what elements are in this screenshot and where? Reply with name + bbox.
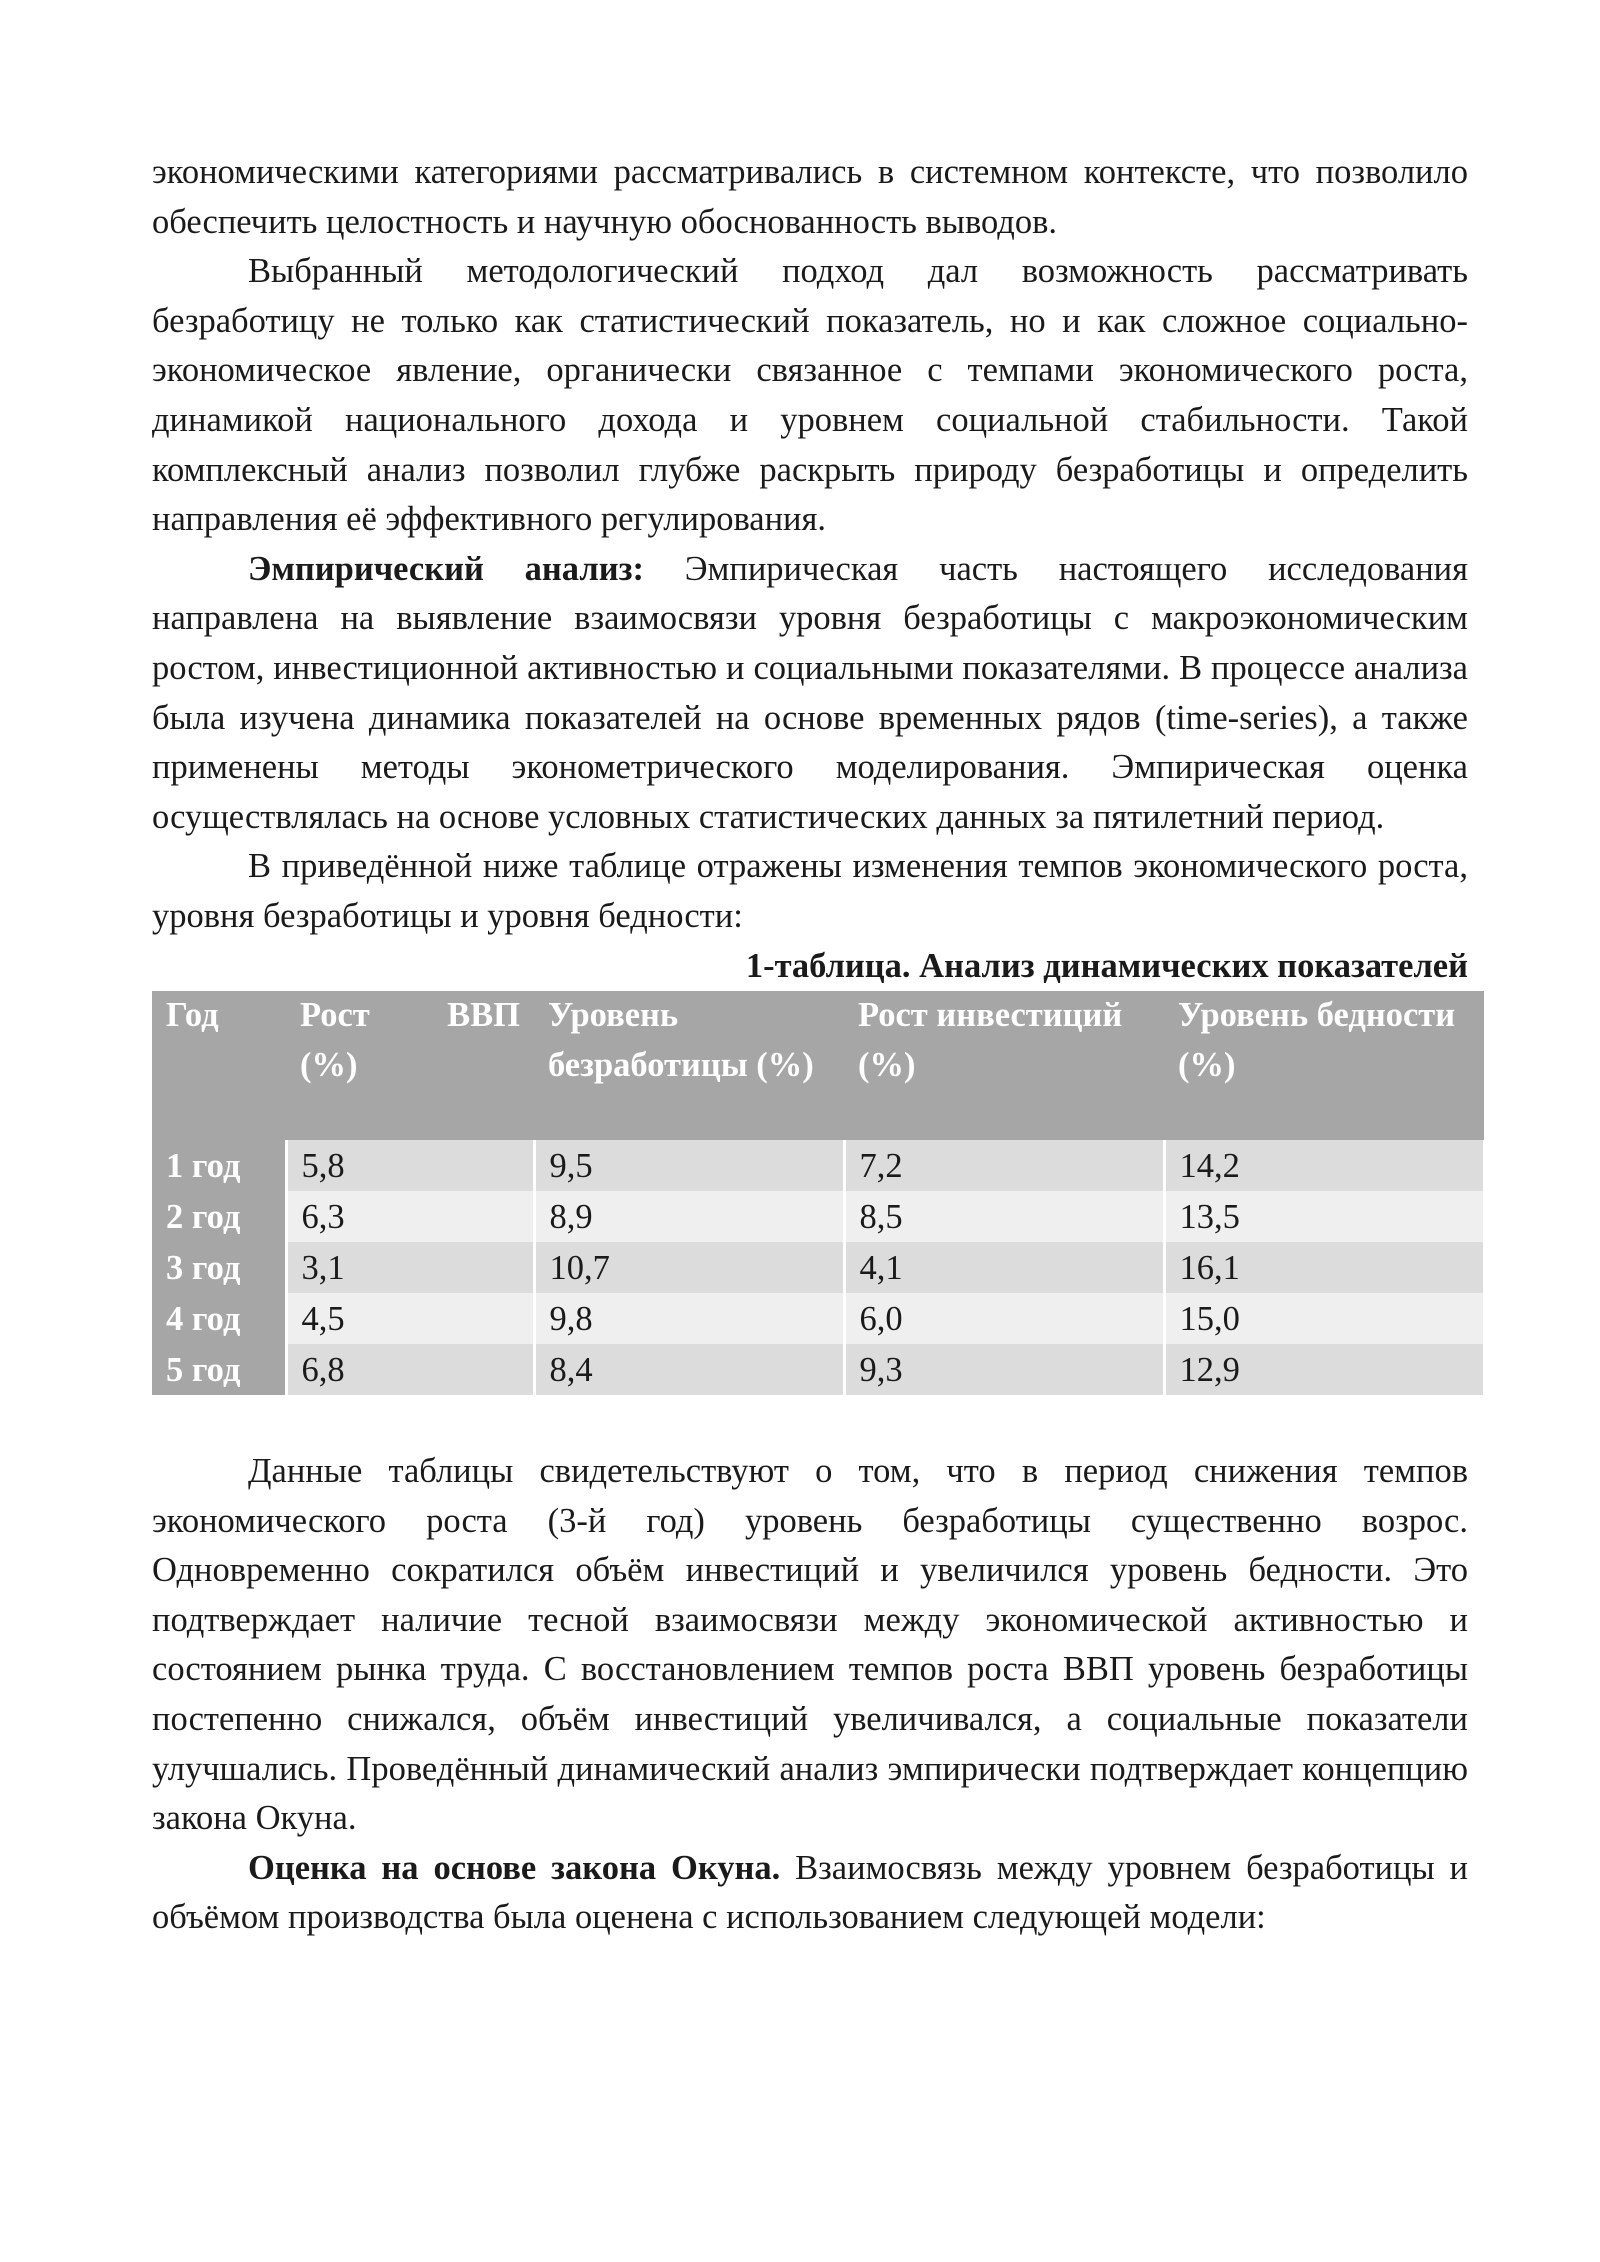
okun-law-text: Взаимосвязь между уровнем безработицы и объёмом производства была оценена с использованием следующей модели:: [152, 1848, 1469, 1937]
cell-investment: 4,1: [844, 1242, 1164, 1293]
cell-unemployment: 9,5: [534, 1140, 844, 1191]
cell-year: 4 год: [152, 1293, 286, 1344]
cell-poverty: 15,0: [1164, 1293, 1484, 1344]
cell-poverty: 12,9: [1164, 1344, 1484, 1395]
cell-gdp: 6,8: [286, 1344, 534, 1395]
cell-poverty: 13,5: [1164, 1191, 1484, 1242]
paragraph-okun-law: [152, 1844, 1468, 1943]
empirical-analysis-heading: Эмпирический анализ:: [248, 549, 644, 588]
cell-year: 2 год: [152, 1191, 286, 1242]
cell-unemployment: 8,4: [534, 1344, 844, 1395]
table-row: [152, 1344, 1484, 1395]
cell-gdp: 5,8: [286, 1140, 534, 1191]
cell-gdp: 6,3: [286, 1191, 534, 1242]
cell-gdp: 4,5: [286, 1293, 534, 1344]
table-row: [152, 1293, 1484, 1344]
paragraph-table-interpretation: Данные таблицы свидетельствуют о том, что в период снижения темпов экономического роста (3-й год) уровень безработицы существенно возрос. Одновременно сократился объём инвестиций и увеличился уровень бедности. Это подтверждает наличие тесной взаимосвязи между экономической активностью и состоянием рынка труда. С восстановлением темпов роста ВВП уровень безработицы постепенно снижался, объём инвестиций увеличивался, а социальные показатели улучшались. Проведённый динамический анализ эмпирически подтверждает концепцию закона Окуна.: [152, 1452, 1468, 1838]
empirical-analysis-text: Эмпирическая часть настоящего исследования направлена на выявление взаимосвязи уровня безработицы с макроэкономическим ростом, инвестиционной активностью и социальными показателями. В процессе анализа была изучена динамика показателей на основе временных рядов (time-series), а также применены методы эконометрического моделирования. Эмпирическая оценка осуществлялась на основе условных статистических данных за пятилетний период.: [152, 549, 1469, 836]
cell-investment: 6,0: [844, 1293, 1164, 1344]
paragraph-methodology: Выбранный методологический подход дал возможность рассматривать безработицу не только как статистический показатель, но и как сложное социально-экономическое явление, органически связанное с темпами экономического роста, динамикой национального дохода и уровнем социальной стабильности. Такой комплексный анализ позволил глубже раскрыть природу безработицы и определить направления её эффективного регулирования.: [152, 252, 1468, 539]
cell-unemployment: 8,9: [534, 1191, 844, 1242]
cell-year: 3 год: [152, 1242, 286, 1293]
cell-year: 5 год: [152, 1344, 286, 1395]
header-year: Год: [152, 991, 286, 1140]
cell-poverty: 14,2: [1164, 1140, 1484, 1191]
cell-unemployment: 9,8: [534, 1293, 844, 1344]
cell-poverty: 16,1: [1164, 1242, 1484, 1293]
table-header-row: [152, 991, 1484, 1140]
paragraph-intro-continuation: экономическими категориями рассматривались в системном контексте, что позволило обеспечить целостность и научную обоснованность выводов.: [152, 153, 1468, 241]
document-page: [152, 148, 1468, 1943]
okun-law-heading: Оценка на основе закона Окуна.: [248, 1848, 781, 1887]
header-investment: Рост инвестиций (%): [844, 991, 1164, 1140]
header-gdp-right: ВВП: [447, 996, 520, 1035]
cell-unemployment: 10,7: [534, 1242, 844, 1293]
header-gdp-left: Рост: [300, 996, 370, 1035]
header-unemployment: Уровень безработицы (%): [534, 991, 844, 1140]
cell-gdp: 3,1: [286, 1242, 534, 1293]
header-poverty: Уровень бедности (%): [1164, 991, 1484, 1140]
table-spacer: [152, 1395, 1468, 1447]
cell-year: 1 год: [152, 1140, 286, 1191]
cell-investment: 9,3: [844, 1344, 1164, 1395]
dynamics-table: [152, 991, 1486, 1395]
table-row: [152, 1140, 1484, 1191]
table-row: [152, 1191, 1484, 1242]
paragraph-empirical-analysis: [152, 545, 1468, 843]
table-caption: 1-таблица. Анализ динамических показателей: [745, 946, 1468, 985]
header-gdp-growth: [286, 991, 534, 1140]
cell-investment: 8,5: [844, 1191, 1164, 1242]
header-gdp-unit: (%): [300, 1045, 358, 1084]
paragraph-table-intro: В приведённой ниже таблице отражены изменения темпов экономического роста, уровня безработицы и уровня бедности:: [152, 847, 1468, 935]
table-row: [152, 1242, 1484, 1293]
cell-investment: 7,2: [844, 1140, 1164, 1191]
